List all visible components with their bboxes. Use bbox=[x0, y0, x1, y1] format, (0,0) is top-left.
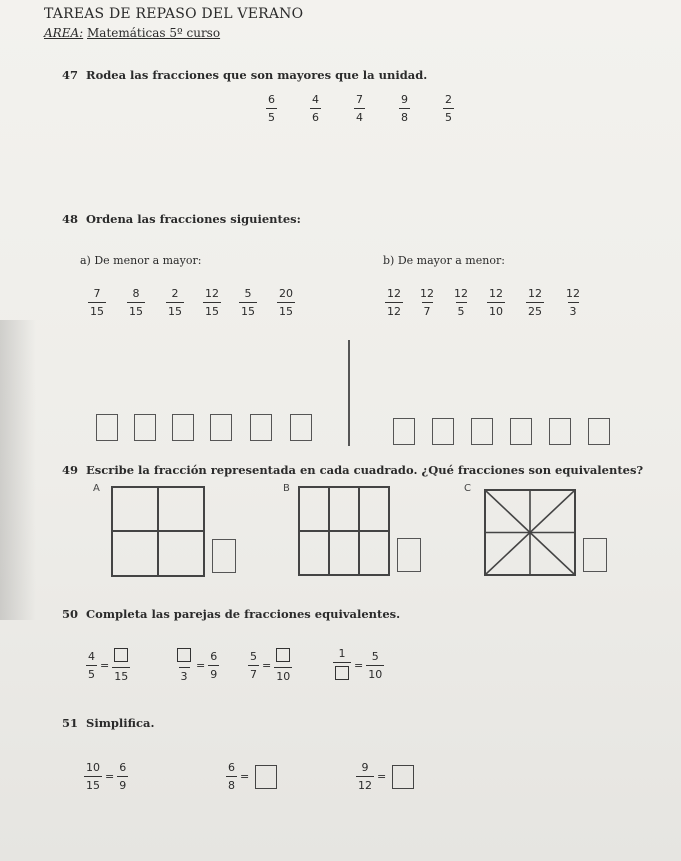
subject-line bbox=[44, 26, 220, 40]
denominator: 5 bbox=[443, 108, 454, 123]
question-number: 48 bbox=[62, 212, 79, 226]
q50-pair-3 bbox=[248, 648, 292, 682]
grid-line bbox=[300, 530, 388, 532]
numerator: 7 bbox=[356, 93, 363, 106]
numerator: 9 bbox=[401, 93, 408, 106]
left-fraction bbox=[333, 648, 351, 682]
square-label-b: B bbox=[283, 483, 290, 494]
q48a-answer-box-4[interactable] bbox=[210, 414, 232, 441]
question-text: Escribe la fracción representada en cada cuadrado. ¿Qué fracciones son equivalentes? bbox=[86, 463, 644, 477]
question-47-title bbox=[62, 68, 427, 82]
denominator: 6 bbox=[310, 108, 321, 123]
question-text: Simplifica. bbox=[86, 716, 155, 730]
q51-answer-box-2[interactable] bbox=[255, 765, 277, 789]
q48b-fraction-3 bbox=[452, 288, 470, 317]
question-49-title bbox=[62, 463, 643, 477]
q47-fraction-1[interactable] bbox=[266, 94, 277, 123]
q48a-fraction-2 bbox=[127, 288, 145, 317]
denominator: 15 bbox=[127, 302, 145, 317]
denominator: 7 bbox=[422, 302, 433, 317]
answer-box[interactable] bbox=[114, 648, 128, 662]
q50-pair-1 bbox=[86, 648, 130, 682]
numerator: 12 bbox=[489, 287, 503, 300]
denominator: 5 bbox=[86, 665, 97, 680]
square-b-answer-box[interactable] bbox=[397, 538, 421, 572]
denominator: 12 bbox=[385, 302, 403, 317]
square-b bbox=[298, 486, 390, 576]
numerator: 12 bbox=[566, 287, 580, 300]
denominator: 8 bbox=[399, 108, 410, 123]
q47-fraction-2[interactable] bbox=[310, 94, 321, 123]
simplified-fraction bbox=[117, 762, 128, 791]
equals-sign: = bbox=[100, 658, 110, 672]
numerator: 8 bbox=[132, 287, 140, 300]
answer-box[interactable] bbox=[276, 648, 290, 662]
divider-line bbox=[348, 340, 350, 446]
square-a-answer-box[interactable] bbox=[212, 539, 236, 573]
square-c-lines bbox=[486, 491, 574, 574]
q48b-fraction-1 bbox=[385, 288, 403, 317]
denominator: 15 bbox=[239, 302, 257, 317]
page-edge-shadow bbox=[0, 320, 36, 620]
numerator: 1 bbox=[338, 647, 346, 660]
numerator: 5 bbox=[371, 649, 379, 663]
question-text: Ordena las fracciones siguientes: bbox=[86, 212, 301, 226]
q48a-answer-box-3[interactable] bbox=[172, 414, 194, 441]
q48a-fraction-1 bbox=[88, 288, 106, 317]
denominator: 10 bbox=[366, 665, 384, 680]
answer-box[interactable] bbox=[177, 648, 191, 662]
denominator-blank[interactable] bbox=[333, 662, 351, 682]
q48a-fraction-3 bbox=[166, 288, 184, 317]
q50-pair-2 bbox=[175, 648, 219, 682]
right-fraction bbox=[274, 648, 292, 682]
equals-sign: = bbox=[105, 770, 115, 783]
numerator: 6 bbox=[228, 761, 235, 774]
q51-answer-box-3[interactable] bbox=[392, 765, 414, 789]
q47-fraction-3[interactable] bbox=[354, 94, 365, 123]
right-fraction bbox=[112, 648, 130, 682]
q48a-fraction-6 bbox=[277, 288, 295, 317]
q48a-answer-box-5[interactable] bbox=[250, 414, 272, 441]
question-number: 51 bbox=[62, 716, 79, 730]
q47-fraction-4[interactable] bbox=[399, 94, 410, 123]
question-50-title bbox=[62, 607, 400, 621]
numerator: 12 bbox=[387, 287, 401, 300]
denominator: 10 bbox=[274, 667, 292, 682]
question-number: 50 bbox=[62, 607, 79, 621]
q51-item-3 bbox=[356, 762, 414, 791]
equals-sign: = bbox=[377, 770, 387, 783]
left-fraction bbox=[248, 651, 259, 680]
q48b-answer-box-4[interactable] bbox=[510, 418, 532, 445]
left-fraction bbox=[175, 648, 193, 682]
numerator-blank[interactable] bbox=[112, 648, 130, 667]
denominator: 15 bbox=[84, 776, 102, 791]
question-number: 47 bbox=[62, 68, 79, 82]
answer-box[interactable] bbox=[335, 666, 349, 680]
numerator: 2 bbox=[445, 93, 452, 106]
numerator: 5 bbox=[244, 287, 252, 300]
denominator: 12 bbox=[356, 776, 374, 791]
numerator: 4 bbox=[312, 93, 319, 106]
square-c bbox=[484, 489, 576, 576]
square-c-answer-box[interactable] bbox=[583, 538, 607, 572]
q48a-fraction-4 bbox=[203, 288, 221, 317]
q48a-answer-box-1[interactable] bbox=[96, 414, 118, 441]
equals-sign: = bbox=[240, 770, 250, 783]
numerator-blank[interactable] bbox=[274, 648, 292, 667]
square-label-a: A bbox=[93, 483, 100, 494]
q48a-answer-box-6[interactable] bbox=[290, 414, 312, 441]
denominator: 15 bbox=[203, 302, 221, 317]
numerator: 12 bbox=[205, 287, 219, 300]
given-fraction bbox=[84, 762, 102, 791]
denominator: 5 bbox=[266, 108, 277, 123]
question-number: 49 bbox=[62, 463, 79, 477]
grid-line bbox=[113, 530, 203, 532]
denominator: 15 bbox=[277, 302, 295, 317]
denominator: 9 bbox=[117, 776, 128, 791]
denominator: 15 bbox=[112, 667, 130, 682]
q48b-fraction-2 bbox=[418, 288, 436, 317]
numerator: 2 bbox=[171, 287, 179, 300]
q48b-answer-box-6[interactable] bbox=[588, 418, 610, 445]
q48-part-b-label: b) De mayor a menor: bbox=[383, 254, 505, 267]
numerator: 5 bbox=[250, 649, 257, 663]
numerator: 6 bbox=[210, 649, 218, 663]
square-label-c: C bbox=[464, 483, 471, 494]
denominator: 9 bbox=[208, 665, 219, 680]
right-fraction bbox=[208, 651, 219, 680]
denominator: 3 bbox=[568, 302, 579, 317]
numerator: 12 bbox=[420, 287, 434, 300]
denominator: 25 bbox=[526, 302, 544, 317]
q48b-answer-box-5[interactable] bbox=[549, 418, 571, 445]
numerator: 9 bbox=[361, 761, 369, 774]
numerator: 4 bbox=[88, 649, 95, 663]
numerator: 7 bbox=[93, 287, 101, 300]
q51-item-2 bbox=[226, 762, 277, 791]
denominator: 15 bbox=[88, 302, 106, 317]
question-text: Completa las parejas de fracciones equivalentes. bbox=[86, 607, 401, 621]
denominator: 10 bbox=[487, 302, 505, 317]
left-fraction bbox=[86, 651, 97, 680]
q48b-answer-box-3[interactable] bbox=[471, 418, 493, 445]
equals-sign: = bbox=[196, 658, 206, 672]
area-value: Matemáticas 5º curso bbox=[87, 26, 221, 40]
q48a-answer-box-2[interactable] bbox=[134, 414, 156, 441]
numerator: 6 bbox=[119, 761, 127, 774]
numerator: 6 bbox=[268, 93, 275, 106]
question-text: Rodea las fracciones que son mayores que la unidad. bbox=[86, 68, 428, 82]
worksheet-title: TAREAS DE REPASO DEL VERANO bbox=[44, 6, 304, 22]
q47-fraction-5[interactable] bbox=[443, 94, 454, 123]
denominator: 5 bbox=[456, 302, 467, 317]
denominator: 8 bbox=[226, 776, 237, 791]
numerator: 12 bbox=[528, 287, 542, 300]
given-fraction bbox=[226, 762, 237, 791]
given-fraction bbox=[356, 762, 374, 791]
right-fraction bbox=[366, 651, 384, 680]
q48b-fraction-4 bbox=[487, 288, 505, 317]
q48b-fraction-6 bbox=[564, 288, 582, 317]
q48b-answer-box-1[interactable] bbox=[393, 418, 415, 445]
equals-sign: = bbox=[354, 658, 364, 672]
q48b-fraction-5 bbox=[526, 288, 544, 317]
area-label: AREA: bbox=[44, 26, 84, 40]
q48-part-a-label: a) De menor a mayor: bbox=[80, 254, 202, 267]
numerator: 10 bbox=[86, 761, 100, 774]
numerator: 20 bbox=[279, 287, 293, 300]
numerator-blank[interactable] bbox=[175, 648, 193, 667]
q48b-answer-box-2[interactable] bbox=[432, 418, 454, 445]
question-48-title bbox=[62, 212, 301, 226]
denominator: 4 bbox=[354, 108, 365, 123]
equals-sign: = bbox=[262, 658, 272, 672]
q48a-fraction-5 bbox=[239, 288, 257, 317]
square-a bbox=[111, 486, 205, 577]
denominator: 15 bbox=[166, 302, 184, 317]
denominator: 3 bbox=[179, 667, 190, 682]
q50-pair-4 bbox=[333, 648, 384, 682]
q51-item-1 bbox=[84, 762, 128, 791]
question-51-title bbox=[62, 716, 154, 730]
denominator: 7 bbox=[248, 665, 259, 680]
numerator: 12 bbox=[454, 287, 468, 300]
